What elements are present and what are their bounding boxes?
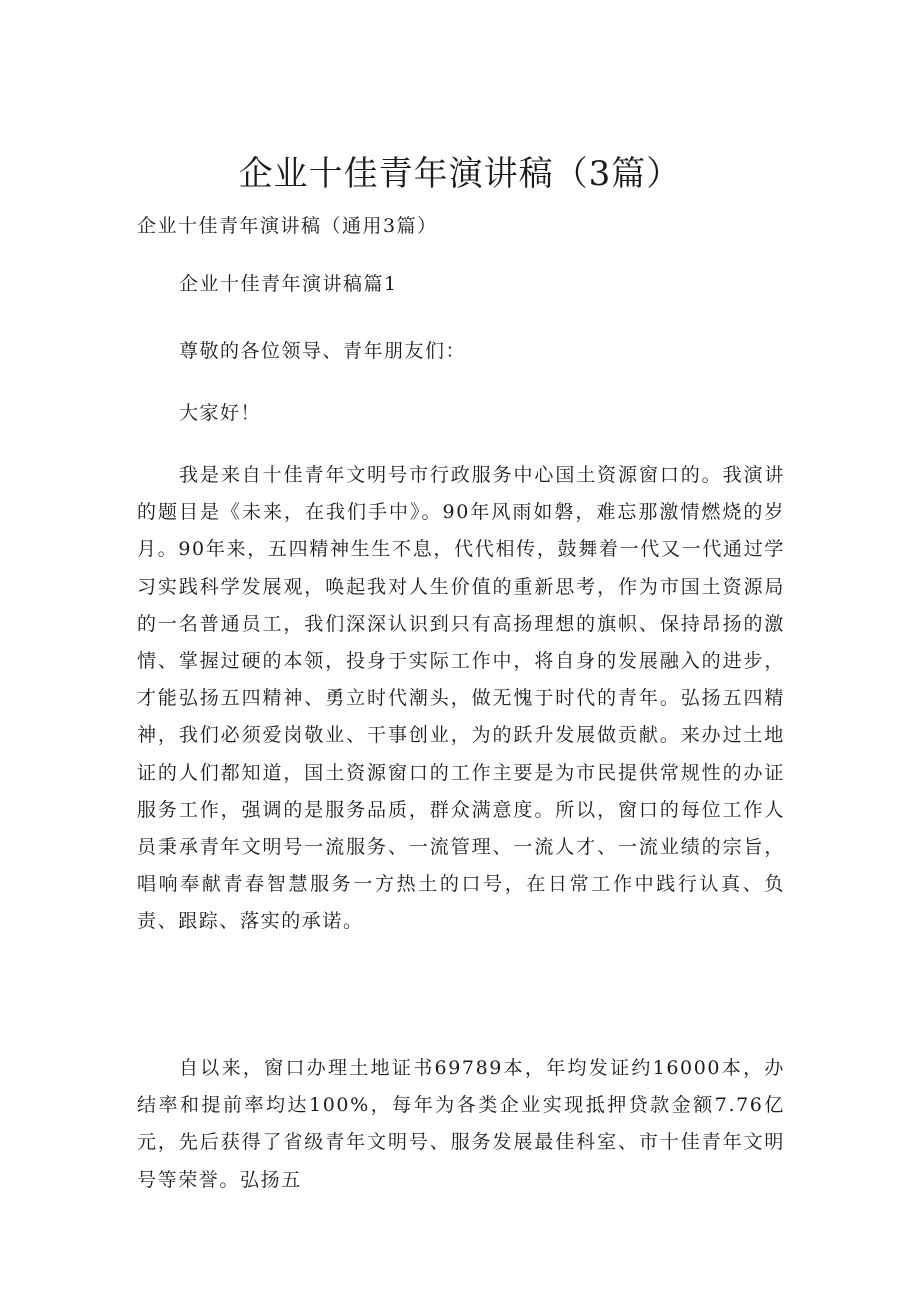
body-paragraph-1: 我是来自十佳青年文明号市行政服务中心国土资源窗口的。我演讲的题目是《未来，在我们手中》。90年风雨如磐，难忘那激情燃烧的岁月。90年来，五四精神生生不息，代代相传，鼓舞着一代又一代通过学习实践科学发展观，唤起我对人生价值的重新思考，作为市国土资源局的一名普通员工，我们深深认识到只有高扬理想的旗帜、保持昂扬的激情、掌握过硬的本领，投身于实际工作中，将自身的发展融入的进步，才能弘扬五四精神、勇立时代潮头，做无愧于时代的青年。弘扬五四精神，我们必须爱岗敬业、干事创业，为的跃升发展做贡献。来办过土地证的人们都知道，国土资源窗口的工作主要是为市民提供常规性的办证服务工作，强调的是服务品质，群众满意度。所以，窗口的每位工作人员秉承青年文明号一流服务、一流管理、一流人才、一流业绩的宗旨，唱响奉献青春智慧服务一方热土的口号，在日常工作中践行认真、负责、跟踪、落实的承诺。: [137, 464, 785, 933]
section-heading: 企业十佳青年演讲稿篇1: [179, 273, 398, 295]
salutation: 尊敬的各位领导、青年朋友们：: [179, 340, 467, 362]
document-subtitle: 企业十佳青年演讲稿（通用3篇）: [137, 215, 438, 237]
document-title: 企业十佳青年演讲稿（3篇）: [238, 154, 682, 194]
greeting: 大家好！: [179, 402, 262, 424]
body-paragraph-2: 自以来，窗口办理土地证书69789本，年均发证约16000本，办结率和提前率均达100%，每年为各类企业实现抵押贷款金额7.76亿元，先后获得了省级青年文明号、服务发展最佳科室、市十佳青年文明号等荣誉。弘扬五: [137, 1057, 785, 1191]
